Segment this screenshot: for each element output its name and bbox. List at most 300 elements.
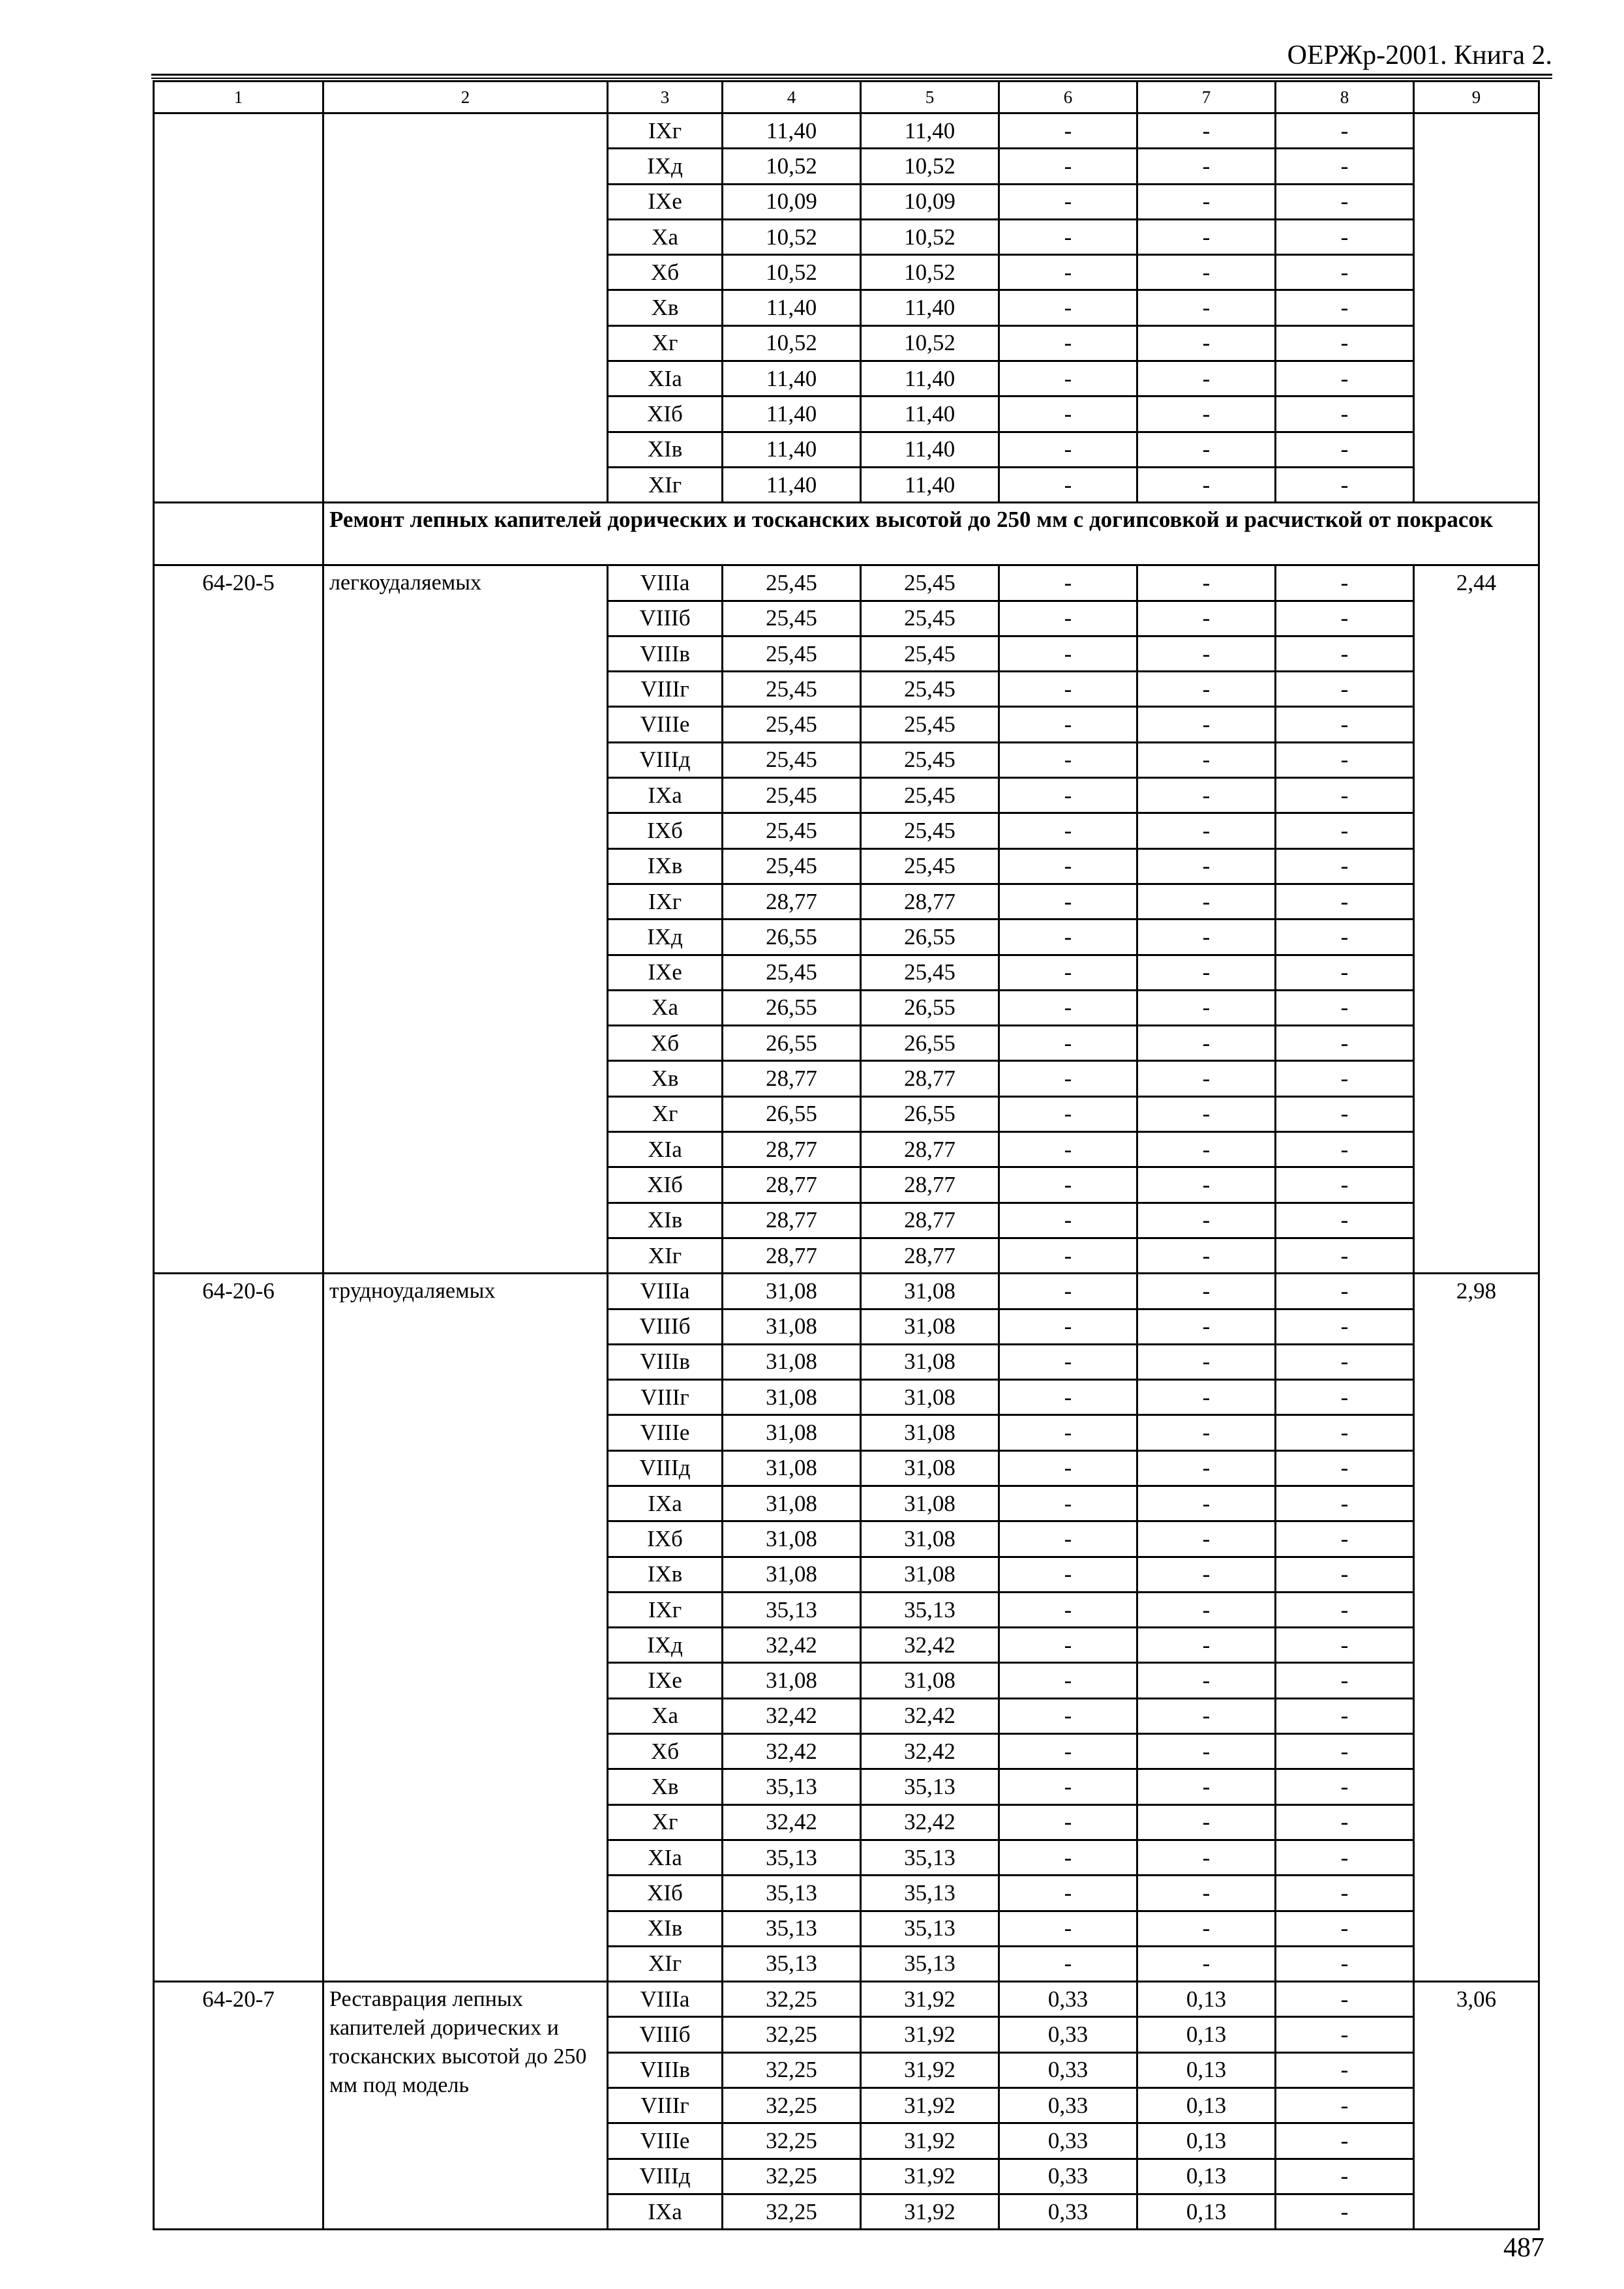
- driver-wage-cell: -: [1137, 1557, 1276, 1592]
- driver-wage-cell: -: [1137, 1132, 1276, 1167]
- total-cell: 28,77: [723, 1167, 861, 1203]
- zone-cell: IXа: [608, 778, 723, 813]
- machine-cell: 0,33: [999, 1982, 1137, 2017]
- total-cell: 35,13: [723, 1840, 861, 1875]
- code-cell: 64-20-7: [154, 1982, 323, 2230]
- wage-cell: 25,45: [861, 565, 999, 601]
- total-cell: 25,45: [723, 955, 861, 990]
- materials-cell: -: [1276, 813, 1414, 848]
- driver-wage-cell: 0,13: [1137, 2017, 1276, 2052]
- wage-cell: 28,77: [861, 1132, 999, 1167]
- zone-cell: Xв: [608, 1061, 723, 1096]
- materials-cell: -: [1276, 920, 1414, 955]
- driver-wage-cell: -: [1137, 636, 1276, 671]
- driver-wage-cell: -: [1137, 1876, 1276, 1911]
- total-cell: 31,08: [723, 1486, 861, 1521]
- column-number: 6: [999, 82, 1137, 113]
- zone-cell: XIв: [608, 1203, 723, 1238]
- document-header-title: ОЕРЖр-2001. Книга 2.: [1287, 40, 1552, 70]
- materials-cell: -: [1276, 1663, 1414, 1698]
- total-cell: 32,25: [723, 1982, 861, 2017]
- machine-cell: -: [999, 1734, 1137, 1769]
- page-number: 487: [1503, 2233, 1544, 2263]
- total-cell: 25,45: [723, 813, 861, 848]
- materials-cell: -: [1276, 1486, 1414, 1521]
- driver-wage-cell: -: [1137, 813, 1276, 848]
- materials-cell: -: [1276, 1804, 1414, 1840]
- section-title-row: [154, 503, 1539, 565]
- machine-cell: -: [999, 778, 1137, 813]
- wage-cell: 10,52: [861, 325, 999, 361]
- driver-wage-cell: -: [1137, 1061, 1276, 1096]
- column-number: 3: [608, 82, 723, 113]
- zone-cell: IXг: [608, 884, 723, 919]
- total-cell: 31,08: [723, 1450, 861, 1486]
- materials-cell: -: [1276, 1946, 1414, 1981]
- wage-cell: 31,08: [861, 1486, 999, 1521]
- total-cell: 25,45: [723, 742, 861, 777]
- total-cell: 28,77: [723, 1132, 861, 1167]
- materials-cell: -: [1276, 565, 1414, 601]
- zone-cell: IXе: [608, 184, 723, 219]
- machine-cell: -: [999, 1911, 1137, 1946]
- machine-cell: -: [999, 113, 1137, 149]
- zone-cell: VIIIа: [608, 1274, 723, 1309]
- total-cell: 35,13: [723, 1911, 861, 1946]
- total-cell: 35,13: [723, 1592, 861, 1627]
- driver-wage-cell: -: [1137, 707, 1276, 742]
- description-cell: [323, 113, 608, 503]
- wage-cell: 25,45: [861, 742, 999, 777]
- machine-cell: -: [999, 601, 1137, 636]
- materials-cell: -: [1276, 1096, 1414, 1131]
- column-number: 8: [1276, 82, 1414, 113]
- machine-cell: -: [999, 1026, 1137, 1061]
- driver-wage-cell: -: [1137, 672, 1276, 707]
- driver-wage-cell: 0,13: [1137, 2123, 1276, 2159]
- zone-cell: VIIIг: [608, 672, 723, 707]
- total-cell: 32,25: [723, 2159, 861, 2194]
- driver-wage-cell: -: [1137, 1663, 1276, 1698]
- wage-cell: 26,55: [861, 1096, 999, 1131]
- machine-cell: -: [999, 1132, 1137, 1167]
- machine-cell: 0,33: [999, 2017, 1137, 2052]
- wage-cell: 26,55: [861, 990, 999, 1025]
- materials-cell: -: [1276, 848, 1414, 884]
- wage-cell: 35,13: [861, 1876, 999, 1911]
- zone-cell: VIIIд: [608, 1450, 723, 1486]
- total-cell: 32,42: [723, 1804, 861, 1840]
- zone-cell: Xб: [608, 1026, 723, 1061]
- driver-wage-cell: -: [1137, 149, 1276, 184]
- zone-cell: IXг: [608, 113, 723, 149]
- coefficient-cell: 2,44: [1414, 565, 1539, 1274]
- column-number: 5: [861, 82, 999, 113]
- total-cell: 28,77: [723, 1238, 861, 1273]
- driver-wage-cell: -: [1137, 1486, 1276, 1521]
- zone-cell: XIа: [608, 1840, 723, 1875]
- table-row: [154, 565, 1539, 601]
- driver-wage-cell: -: [1137, 1380, 1276, 1415]
- total-cell: 26,55: [723, 990, 861, 1025]
- wage-cell: 11,40: [861, 432, 999, 467]
- wage-cell: 31,08: [861, 1663, 999, 1698]
- code-cell: 64-20-6: [154, 1274, 323, 1982]
- description-cell: легкоудаляемых: [323, 565, 608, 1274]
- description-cell: Реставрация лепных капителей дорических и тосканских высотой до 250 мм под модель: [323, 1982, 608, 2230]
- wage-cell: 10,52: [861, 255, 999, 290]
- driver-wage-cell: -: [1137, 920, 1276, 955]
- driver-wage-cell: -: [1137, 1592, 1276, 1627]
- zone-cell: IXг: [608, 1592, 723, 1627]
- total-cell: 31,08: [723, 1380, 861, 1415]
- zone-cell: IXе: [608, 955, 723, 990]
- machine-cell: -: [999, 920, 1137, 955]
- driver-wage-cell: -: [1137, 1698, 1276, 1733]
- machine-cell: -: [999, 290, 1137, 325]
- materials-cell: -: [1276, 955, 1414, 990]
- wage-cell: 11,40: [861, 467, 999, 502]
- total-cell: 31,08: [723, 1415, 861, 1450]
- total-cell: 25,45: [723, 778, 861, 813]
- table-row: [154, 113, 1539, 149]
- wage-cell: 31,08: [861, 1309, 999, 1344]
- machine-cell: -: [999, 1274, 1137, 1309]
- zone-cell: VIIIа: [608, 1982, 723, 2017]
- machine-cell: -: [999, 1946, 1137, 1981]
- wage-cell: 25,45: [861, 813, 999, 848]
- wage-cell: 31,92: [861, 2123, 999, 2159]
- wage-cell: 25,45: [861, 848, 999, 884]
- machine-cell: -: [999, 1309, 1137, 1344]
- materials-cell: -: [1276, 325, 1414, 361]
- zone-cell: XIв: [608, 432, 723, 467]
- machine-cell: -: [999, 1521, 1137, 1557]
- machine-cell: -: [999, 1380, 1137, 1415]
- total-cell: 11,40: [723, 467, 861, 502]
- wage-cell: 25,45: [861, 636, 999, 671]
- total-cell: 35,13: [723, 1876, 861, 1911]
- wage-cell: 11,40: [861, 361, 999, 396]
- wage-cell: 31,92: [861, 2052, 999, 2087]
- machine-cell: -: [999, 219, 1137, 254]
- machine-cell: -: [999, 1344, 1137, 1379]
- materials-cell: -: [1276, 1521, 1414, 1557]
- zone-cell: VIIIб: [608, 601, 723, 636]
- driver-wage-cell: -: [1137, 325, 1276, 361]
- section-title: Ремонт лепных капителей дорических и тосканских высотой до 250 мм с догипсовкой и расчисткой от покрасок: [323, 503, 1539, 565]
- section-empty-cell: [154, 503, 323, 565]
- driver-wage-cell: -: [1137, 1521, 1276, 1557]
- column-number: 2: [323, 82, 608, 113]
- driver-wage-cell: -: [1137, 396, 1276, 432]
- zone-cell: VIIIд: [608, 742, 723, 777]
- total-cell: 10,52: [723, 149, 861, 184]
- wage-cell: 31,08: [861, 1450, 999, 1486]
- total-cell: 10,52: [723, 325, 861, 361]
- total-cell: 32,42: [723, 1628, 861, 1663]
- materials-cell: -: [1276, 672, 1414, 707]
- wage-cell: 35,13: [861, 1946, 999, 1981]
- driver-wage-cell: -: [1137, 1026, 1276, 1061]
- machine-cell: -: [999, 1096, 1137, 1131]
- wage-cell: 31,92: [861, 2159, 999, 2194]
- machine-cell: -: [999, 467, 1137, 502]
- driver-wage-cell: -: [1137, 290, 1276, 325]
- header-rule: [151, 74, 1552, 76]
- materials-cell: -: [1276, 884, 1414, 919]
- machine-cell: -: [999, 1628, 1137, 1663]
- wage-cell: 31,92: [861, 2088, 999, 2123]
- wage-cell: 31,08: [861, 1344, 999, 1379]
- table-row: [154, 1982, 1539, 2017]
- driver-wage-cell: -: [1137, 1840, 1276, 1875]
- zone-cell: XIб: [608, 396, 723, 432]
- zone-cell: VIIIг: [608, 1380, 723, 1415]
- machine-cell: 0,33: [999, 2123, 1137, 2159]
- wage-cell: 31,08: [861, 1557, 999, 1592]
- machine-cell: -: [999, 990, 1137, 1025]
- wage-cell: 28,77: [861, 1238, 999, 1273]
- materials-cell: -: [1276, 290, 1414, 325]
- zone-cell: Xв: [608, 290, 723, 325]
- zone-cell: IXб: [608, 1521, 723, 1557]
- machine-cell: 0,33: [999, 2159, 1137, 2194]
- coefficient-cell: [1414, 113, 1539, 503]
- machine-cell: -: [999, 325, 1137, 361]
- wage-cell: 32,42: [861, 1698, 999, 1733]
- wage-cell: 10,52: [861, 149, 999, 184]
- wage-cell: 25,45: [861, 601, 999, 636]
- materials-cell: -: [1276, 778, 1414, 813]
- zone-cell: XIв: [608, 1911, 723, 1946]
- column-number: 1: [154, 82, 323, 113]
- wage-cell: 25,45: [861, 778, 999, 813]
- zone-cell: VIIIа: [608, 565, 723, 601]
- wage-cell: 31,08: [861, 1380, 999, 1415]
- machine-cell: -: [999, 396, 1137, 432]
- total-cell: 32,42: [723, 1698, 861, 1733]
- machine-cell: -: [999, 1061, 1137, 1096]
- total-cell: 31,08: [723, 1344, 861, 1379]
- materials-cell: -: [1276, 1450, 1414, 1486]
- driver-wage-cell: -: [1137, 778, 1276, 813]
- zone-cell: VIIIв: [608, 636, 723, 671]
- machine-cell: -: [999, 1203, 1137, 1238]
- total-cell: 32,25: [723, 2194, 861, 2229]
- total-cell: 32,25: [723, 2017, 861, 2052]
- zone-cell: XIг: [608, 1238, 723, 1273]
- wage-cell: 26,55: [861, 920, 999, 955]
- materials-cell: -: [1276, 1911, 1414, 1946]
- total-cell: 11,40: [723, 361, 861, 396]
- zone-cell: IXд: [608, 1628, 723, 1663]
- zone-cell: VIIIв: [608, 1344, 723, 1379]
- zone-cell: XIа: [608, 361, 723, 396]
- zone-cell: XIб: [608, 1167, 723, 1203]
- total-cell: 10,09: [723, 184, 861, 219]
- driver-wage-cell: -: [1137, 113, 1276, 149]
- driver-wage-cell: -: [1137, 1946, 1276, 1981]
- materials-cell: -: [1276, 1557, 1414, 1592]
- wage-cell: 31,92: [861, 1982, 999, 2017]
- materials-cell: -: [1276, 1734, 1414, 1769]
- total-cell: 10,52: [723, 255, 861, 290]
- zone-cell: Xб: [608, 1734, 723, 1769]
- zone-cell: VIIIб: [608, 2017, 723, 2052]
- column-number-row: [154, 82, 1539, 113]
- machine-cell: -: [999, 672, 1137, 707]
- total-cell: 11,40: [723, 432, 861, 467]
- materials-cell: -: [1276, 2088, 1414, 2123]
- materials-cell: -: [1276, 1769, 1414, 1804]
- zone-cell: IXв: [608, 848, 723, 884]
- materials-cell: -: [1276, 601, 1414, 636]
- materials-cell: -: [1276, 1274, 1414, 1309]
- materials-cell: -: [1276, 1592, 1414, 1627]
- driver-wage-cell: 0,13: [1137, 2194, 1276, 2229]
- materials-cell: -: [1276, 2052, 1414, 2087]
- total-cell: 32,25: [723, 2052, 861, 2087]
- total-cell: 25,45: [723, 707, 861, 742]
- driver-wage-cell: -: [1137, 1096, 1276, 1131]
- materials-cell: -: [1276, 2017, 1414, 2052]
- total-cell: 25,45: [723, 672, 861, 707]
- zone-cell: Xг: [608, 1804, 723, 1840]
- wage-cell: 11,40: [861, 113, 999, 149]
- zone-cell: VIIIе: [608, 707, 723, 742]
- driver-wage-cell: -: [1137, 1450, 1276, 1486]
- machine-cell: 0,33: [999, 2088, 1137, 2123]
- machine-cell: -: [999, 1769, 1137, 1804]
- wage-cell: 28,77: [861, 884, 999, 919]
- driver-wage-cell: -: [1137, 1238, 1276, 1273]
- materials-cell: -: [1276, 1203, 1414, 1238]
- total-cell: 25,45: [723, 848, 861, 884]
- driver-wage-cell: -: [1137, 255, 1276, 290]
- zone-cell: IXа: [608, 2194, 723, 2229]
- column-number: 4: [723, 82, 861, 113]
- driver-wage-cell: 0,13: [1137, 1982, 1276, 2017]
- materials-cell: -: [1276, 396, 1414, 432]
- total-cell: 25,45: [723, 601, 861, 636]
- code-cell: 64-20-5: [154, 565, 323, 1274]
- materials-cell: -: [1276, 184, 1414, 219]
- materials-cell: -: [1276, 1698, 1414, 1733]
- zone-cell: Xа: [608, 1698, 723, 1733]
- zone-cell: IXд: [608, 149, 723, 184]
- materials-cell: -: [1276, 2194, 1414, 2229]
- materials-cell: -: [1276, 1982, 1414, 2017]
- machine-cell: -: [999, 742, 1137, 777]
- wage-cell: 11,40: [861, 396, 999, 432]
- wage-cell: 10,52: [861, 219, 999, 254]
- wage-cell: 31,08: [861, 1521, 999, 1557]
- driver-wage-cell: -: [1137, 219, 1276, 254]
- wage-cell: 28,77: [861, 1167, 999, 1203]
- materials-cell: -: [1276, 1061, 1414, 1096]
- driver-wage-cell: -: [1137, 990, 1276, 1025]
- driver-wage-cell: -: [1137, 1415, 1276, 1450]
- machine-cell: 0,33: [999, 2194, 1137, 2229]
- code-cell: [154, 113, 323, 503]
- total-cell: 26,55: [723, 1026, 861, 1061]
- driver-wage-cell: -: [1137, 1203, 1276, 1238]
- machine-cell: -: [999, 1450, 1137, 1486]
- zone-cell: Xб: [608, 255, 723, 290]
- machine-cell: -: [999, 255, 1137, 290]
- materials-cell: -: [1276, 1026, 1414, 1061]
- description-cell: трудноудаляемых: [323, 1274, 608, 1982]
- materials-cell: -: [1276, 1238, 1414, 1273]
- coefficient-cell: 2,98: [1414, 1274, 1539, 1982]
- driver-wage-cell: -: [1137, 884, 1276, 919]
- total-cell: 35,13: [723, 1946, 861, 1981]
- materials-cell: -: [1276, 361, 1414, 396]
- zone-cell: Xг: [608, 325, 723, 361]
- machine-cell: -: [999, 1840, 1137, 1875]
- machine-cell: -: [999, 1876, 1137, 1911]
- materials-cell: -: [1276, 149, 1414, 184]
- rates-table: [153, 80, 1540, 2230]
- zone-cell: VIIIе: [608, 1415, 723, 1450]
- driver-wage-cell: -: [1137, 1274, 1276, 1309]
- machine-cell: -: [999, 1486, 1137, 1521]
- wage-cell: 25,45: [861, 955, 999, 990]
- total-cell: 31,08: [723, 1663, 861, 1698]
- zone-cell: XIг: [608, 1946, 723, 1981]
- total-cell: 32,25: [723, 2123, 861, 2159]
- zone-cell: VIIIе: [608, 2123, 723, 2159]
- wage-cell: 32,42: [861, 1804, 999, 1840]
- wage-cell: 26,55: [861, 1026, 999, 1061]
- machine-cell: -: [999, 813, 1137, 848]
- machine-cell: -: [999, 565, 1137, 601]
- column-number: 7: [1137, 82, 1276, 113]
- machine-cell: -: [999, 636, 1137, 671]
- wage-cell: 25,45: [861, 707, 999, 742]
- wage-cell: 35,13: [861, 1840, 999, 1875]
- machine-cell: -: [999, 955, 1137, 990]
- driver-wage-cell: 0,13: [1137, 2088, 1276, 2123]
- driver-wage-cell: -: [1137, 1911, 1276, 1946]
- wage-cell: 35,13: [861, 1592, 999, 1627]
- wage-cell: 28,77: [861, 1061, 999, 1096]
- zone-cell: IXе: [608, 1663, 723, 1698]
- zone-cell: XIб: [608, 1876, 723, 1911]
- driver-wage-cell: -: [1137, 1769, 1276, 1804]
- machine-cell: -: [999, 361, 1137, 396]
- wage-cell: 28,77: [861, 1203, 999, 1238]
- zone-cell: Xа: [608, 990, 723, 1025]
- driver-wage-cell: -: [1137, 565, 1276, 601]
- machine-cell: 0,33: [999, 2052, 1137, 2087]
- driver-wage-cell: -: [1137, 184, 1276, 219]
- total-cell: 11,40: [723, 290, 861, 325]
- total-cell: 28,77: [723, 1061, 861, 1096]
- zone-cell: IXб: [608, 813, 723, 848]
- materials-cell: -: [1276, 1309, 1414, 1344]
- zone-cell: VIIIг: [608, 2088, 723, 2123]
- driver-wage-cell: -: [1137, 742, 1276, 777]
- driver-wage-cell: -: [1137, 1344, 1276, 1379]
- machine-cell: -: [999, 1557, 1137, 1592]
- materials-cell: -: [1276, 113, 1414, 149]
- driver-wage-cell: -: [1137, 467, 1276, 502]
- driver-wage-cell: -: [1137, 361, 1276, 396]
- wage-cell: 25,45: [861, 672, 999, 707]
- driver-wage-cell: -: [1137, 601, 1276, 636]
